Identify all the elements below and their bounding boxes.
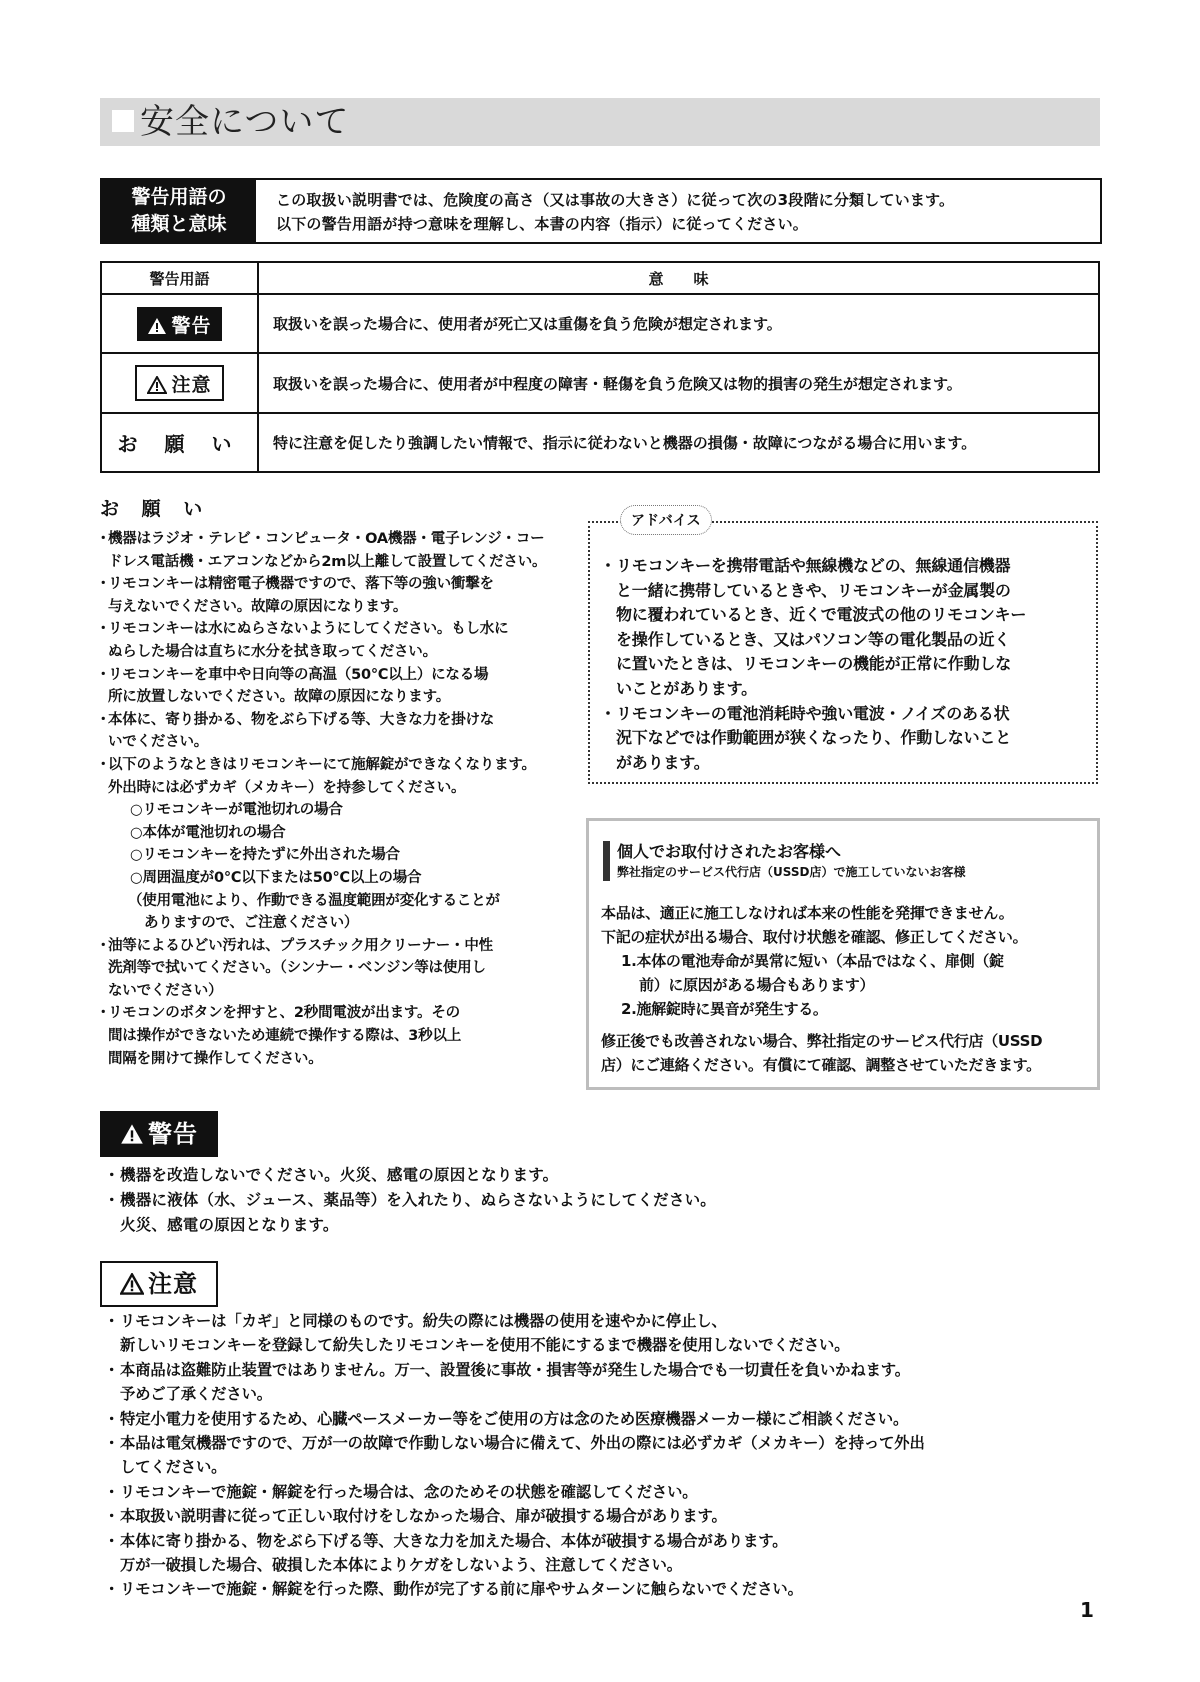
list-item: ・ 油等によるひどい汚れは、プラスチック用クリーナー・中性 洗剤等で拭いてください。（シンナー・ベンジン等は使用し ないでください） [96, 937, 493, 999]
list-item: ・ 本体に寄り掛かる、物をぶら下げる等、大きな力を加えた場合、本体が破損する場合があります。 万が一破損した場合、破損した本体によりケガをしないよう、注意してください。 [104, 1531, 788, 1575]
list-item: ・ 本体に、寄り掛かる、物をぶら下げる等、大きな力を掛けな いでください。 [96, 711, 495, 751]
warning-terms-header [100, 178, 1102, 244]
install-title-bar [603, 841, 610, 881]
install-subtitle: 弊社指定のサービス代行店（USSD店）で施工していないお客様 [617, 865, 966, 879]
advice-list [600, 554, 1090, 775]
caution-badge [135, 365, 223, 401]
list-item: ・ 機器はラジオ・テレビ・コンピュータ・OA機器・電子レンジ・コー ドレス電話機・エアコンなどから2m以上離して設置してください。 [96, 531, 547, 570]
table-row [101, 353, 1099, 412]
request-list [96, 528, 566, 1070]
header-label-line1: 警告用語の [131, 186, 227, 208]
advice-tag: アドバイス [620, 505, 712, 535]
install-text: 本品は、適正に施工しなければ本来の性能を発揮できません。 [601, 904, 1014, 922]
page-number: 1 [1080, 1598, 1094, 1622]
term-cell-caution [101, 353, 258, 412]
col-meaning-header: 意 味 [258, 262, 1099, 294]
caution-triangle-icon [147, 376, 167, 394]
warning-triangle-icon [120, 1123, 144, 1145]
list-item: ・ 機器を改造しないでください。火災、感電の原因となります。 [104, 1166, 559, 1184]
title-square-marker [112, 110, 134, 132]
list-item: ・ リモコンキーは精密電子機器ですので、落下等の強い衝撃を 与えないでください。故障の原因になります。 [96, 576, 494, 615]
caution-section-label: 注意 [148, 1270, 198, 1298]
caution-badge-label: 注意 [171, 374, 212, 397]
install-text: 修正後でも改善されない場合、弊社指定のサービス代行店（USSD [601, 1032, 1043, 1050]
list-item: ・ 本取扱い説明書に従って正しい取付けをしなかった場合、扉が破損する場合があります。 [104, 1507, 727, 1526]
list-item: ・ リモコンキーの電池消耗時や強い電波・ノイズのある状 況下などでは作動範囲が狭くなったり、作動しないこと があります。 [600, 703, 1012, 772]
list-item: ・ 本商品は盗難防止装置ではありません。万一、設置後に事故・損害等が発生した場合でも一切責任を負いかねます。 予めご了承ください。 [104, 1360, 910, 1404]
meaning-table [100, 261, 1100, 473]
install-symptom: 1.本体の電池寿命が異常に短い（本品ではなく、扉側（錠 [621, 952, 1004, 970]
warning-badge-label: 警告 [171, 314, 212, 337]
caution-list [104, 1309, 1104, 1602]
unlock-condition: ○本体が電池切れの場合 [130, 824, 286, 841]
term-cell-request [101, 413, 258, 472]
meaning-cell-caution: 取扱いを誤った場合に、使用者が中程度の障害・軽傷を負う危険又は物的損害の発生が想定されます。 [258, 353, 1099, 412]
install-symptom: 前）に原因がある場合もあります） [639, 976, 875, 994]
list-item: ・ リモコンキーを車中や日向等の高温（50℃以上）になる場 所に放置しないでください。故障の原因になります。 [96, 666, 489, 706]
request-heading: お 願 い [100, 498, 211, 520]
meaning-cell-request: 特に注意を促したり強調したい情報で、指示に従わないと機器の損傷・故障につながる場合に用います。 [258, 413, 1099, 472]
table-row [101, 294, 1099, 353]
caution-section-badge [100, 1261, 218, 1307]
page-title: 安全について [140, 102, 350, 142]
install-text: 下記の症状が出る場合、取付け状態を確認、修正してください。 [601, 928, 1028, 946]
unlock-note: （使用電池により、作動できる温度範囲が変化することが [128, 892, 500, 909]
list-item: ・ リモコンキーは水にぬらさないようにしてください。もし水に ぬらした場合は直ちに水分を拭き取ってください。 [96, 621, 509, 660]
title-bar [100, 98, 1100, 146]
list-item: ・ 特定小電力を使用するため、心臓ペースメーカー等をご使用の方は念のため医療機器メーカー様にご相談ください。 [104, 1409, 909, 1428]
table-header-row [101, 262, 1099, 294]
list-item: ・ 機器に液体（水、ジュース、薬品等）を入れたり、ぬらさないようにしてください。 火災、感電の原因となります。 [104, 1191, 716, 1234]
list-item: ・ 以下のようなときはリモコンキーにて施解錠ができなくなります。 外出時には必ずカギ（メカキー）を持参してください。 ○リモコンキーが電池切れの場合 ○本体が電池切れの場合 ○リモコンキーを持たずに外出された場合 ○周囲温度が0℃以下または50℃以上の場合 （使用電池により、作動できる温度範囲が変化することが ありますので、ご注意ください） [96, 754, 566, 935]
install-title: 個人でお取付けされたお客様へ [617, 842, 842, 861]
install-symptom: 2.施解錠時に異音が発生する。 [621, 1000, 828, 1018]
list-item: ・ リモコンのボタンを押すと、2秒間電波が出ます。その 間は操作ができないため連続で操作する際は、3秒以上 間隔を開けて操作してください。 [96, 1005, 462, 1067]
col-term-header: 警告用語 [101, 262, 258, 294]
list-item: ・ リモコンキーは「カギ」と同様のものです。紛失の際には機器の使用を速やかに停止し、 新しいリモコンキーを登録して紛失したリモコンキーを使用不能にするまで機器を使用しないでください。 [104, 1312, 850, 1355]
header-label [102, 180, 256, 242]
warning-badge [137, 307, 221, 341]
caution-triangle-icon [120, 1273, 144, 1295]
warning-list [104, 1163, 1084, 1238]
header-label-line2: 種類と意味 [131, 213, 227, 235]
header-desc-line1: この取扱い説明書では、危険度の高さ（又は事故の大きさ）に従って次の3段階に分類しています。 [276, 191, 955, 209]
header-desc-line2: 以下の警告用語が持つ意味を理解し、本書の内容（指示）に従ってください。 [276, 215, 809, 233]
warning-triangle-icon [147, 317, 167, 335]
list-item: ・ 本品は電気機器ですので、万が一の故障で作動しない場合に備えて、外出の際には必ずカギ（メカキー）を持って外出 してください。 [104, 1434, 925, 1477]
unlock-note: ありますので、ご注意ください） [144, 915, 359, 932]
warning-section-badge [100, 1111, 218, 1157]
list-item: ・ リモコンキーで施錠・解錠を行った場合は、念のためその状態を確認してください。 [104, 1482, 698, 1501]
term-cell-warning [101, 294, 258, 353]
list-item: ・ リモコンキーを携帯電話や無線機などの、無線通信機器 と一緒に携帯しているときや、リモコンキーが金属製の 物に覆われているとき、近くで電波式の他のリモコンキー を操作しているとき、又はパソコン等の電化製品の近く に置いたときは、リモコンキーの機能が正常に作動しな いことがあります。 [600, 556, 1027, 698]
meaning-cell-warning: 取扱いを誤った場合に、使用者が死亡又は重傷を負う危険が想定されます。 [258, 294, 1099, 353]
warning-section-label: 警告 [148, 1120, 198, 1148]
self-install-notice [586, 818, 1100, 1090]
unlock-condition: ○周囲温度が0℃以下または50℃以上の場合 [130, 869, 422, 886]
install-text: 店）にご連絡ください。有償にて確認、調整させていただきます。 [601, 1056, 1041, 1074]
header-description [276, 188, 1096, 236]
request-term-label: お 願 い [117, 431, 242, 456]
unlock-condition: ○リモコンキーを持たずに外出された場合 [130, 847, 400, 864]
table-row [101, 413, 1099, 472]
unlock-condition: ○リモコンキーが電池切れの場合 [130, 802, 343, 819]
install-body [601, 901, 1091, 1077]
list-item: ・ リモコンキーで施錠・解錠を行った際、動作が完了する前に扉やサムターンに触らないでください。 [104, 1580, 803, 1599]
